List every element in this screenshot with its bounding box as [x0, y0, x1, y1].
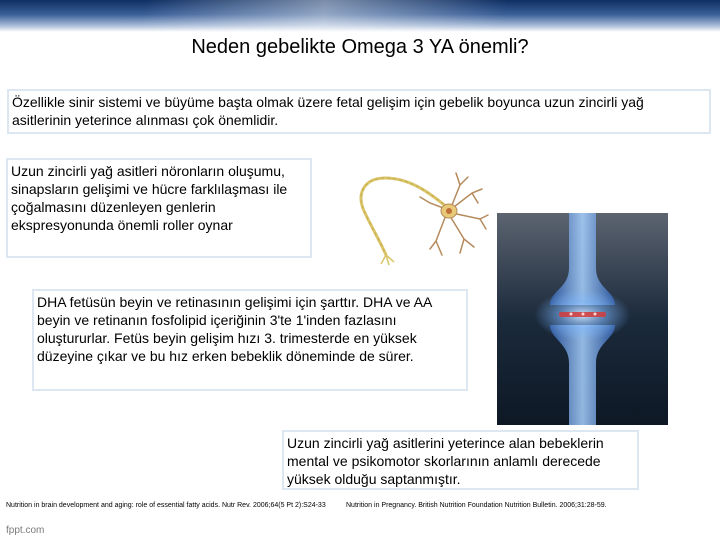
reference-1: Nutrition in brain development and aging: role of essential fatty acids. Nutr Rev. 2006;64(5 Pt 2):S24-33 [6, 502, 326, 509]
slide-title: Neden gebelikte Omega 3 YA önemli? [191, 36, 529, 58]
nucleus [446, 208, 452, 214]
dha-text-box: DHA fetüsün beyin ve retinasının gelişimi için şarttır. DHA ve AA beyin ve retinanın fosfolipid içeriğinin 3'te 1'inden fazlasını oluştururlar. Fetüs beyin gelişim hızı 3. trimesterde en yüksek düzeyine çıkar ve bu hız erken bebeklik döneminde de sürer. [32, 289, 468, 391]
intro-text-box: Özellikle sinir sistemi ve büyüme başta olmak üzere fetal gelişim için gebelik boyunca uzun zincirli yağ asitlerinin yeterince alınması çok önemlidir. [7, 89, 711, 134]
synapse-photo [497, 213, 668, 425]
reference-2: Nutrition in Pregnancy. British Nutrition Foundation Nutrition Bulletin. 2006;31:28-59. [346, 502, 607, 509]
footer-brand[interactable]: fppt.com [6, 525, 45, 536]
neurons-text-box: Uzun zincirli yağ asitleri nöronların oluşumu, sinapsların gelişimi ve hücre farklılaşması ile çoğalmasını düzenleyen genlerin ekspresyonunda önemli roller oynar [6, 158, 312, 258]
outcome-text-box: Uzun zincirli yağ asitlerini yeterince alan bebeklerin mental ve psikomotor skorlarının anlamlı derecede yüksek olduğu saptanmıştır. [282, 430, 639, 490]
neuron-illustration [350, 163, 492, 275]
top-banner-shine [0, 0, 720, 32]
